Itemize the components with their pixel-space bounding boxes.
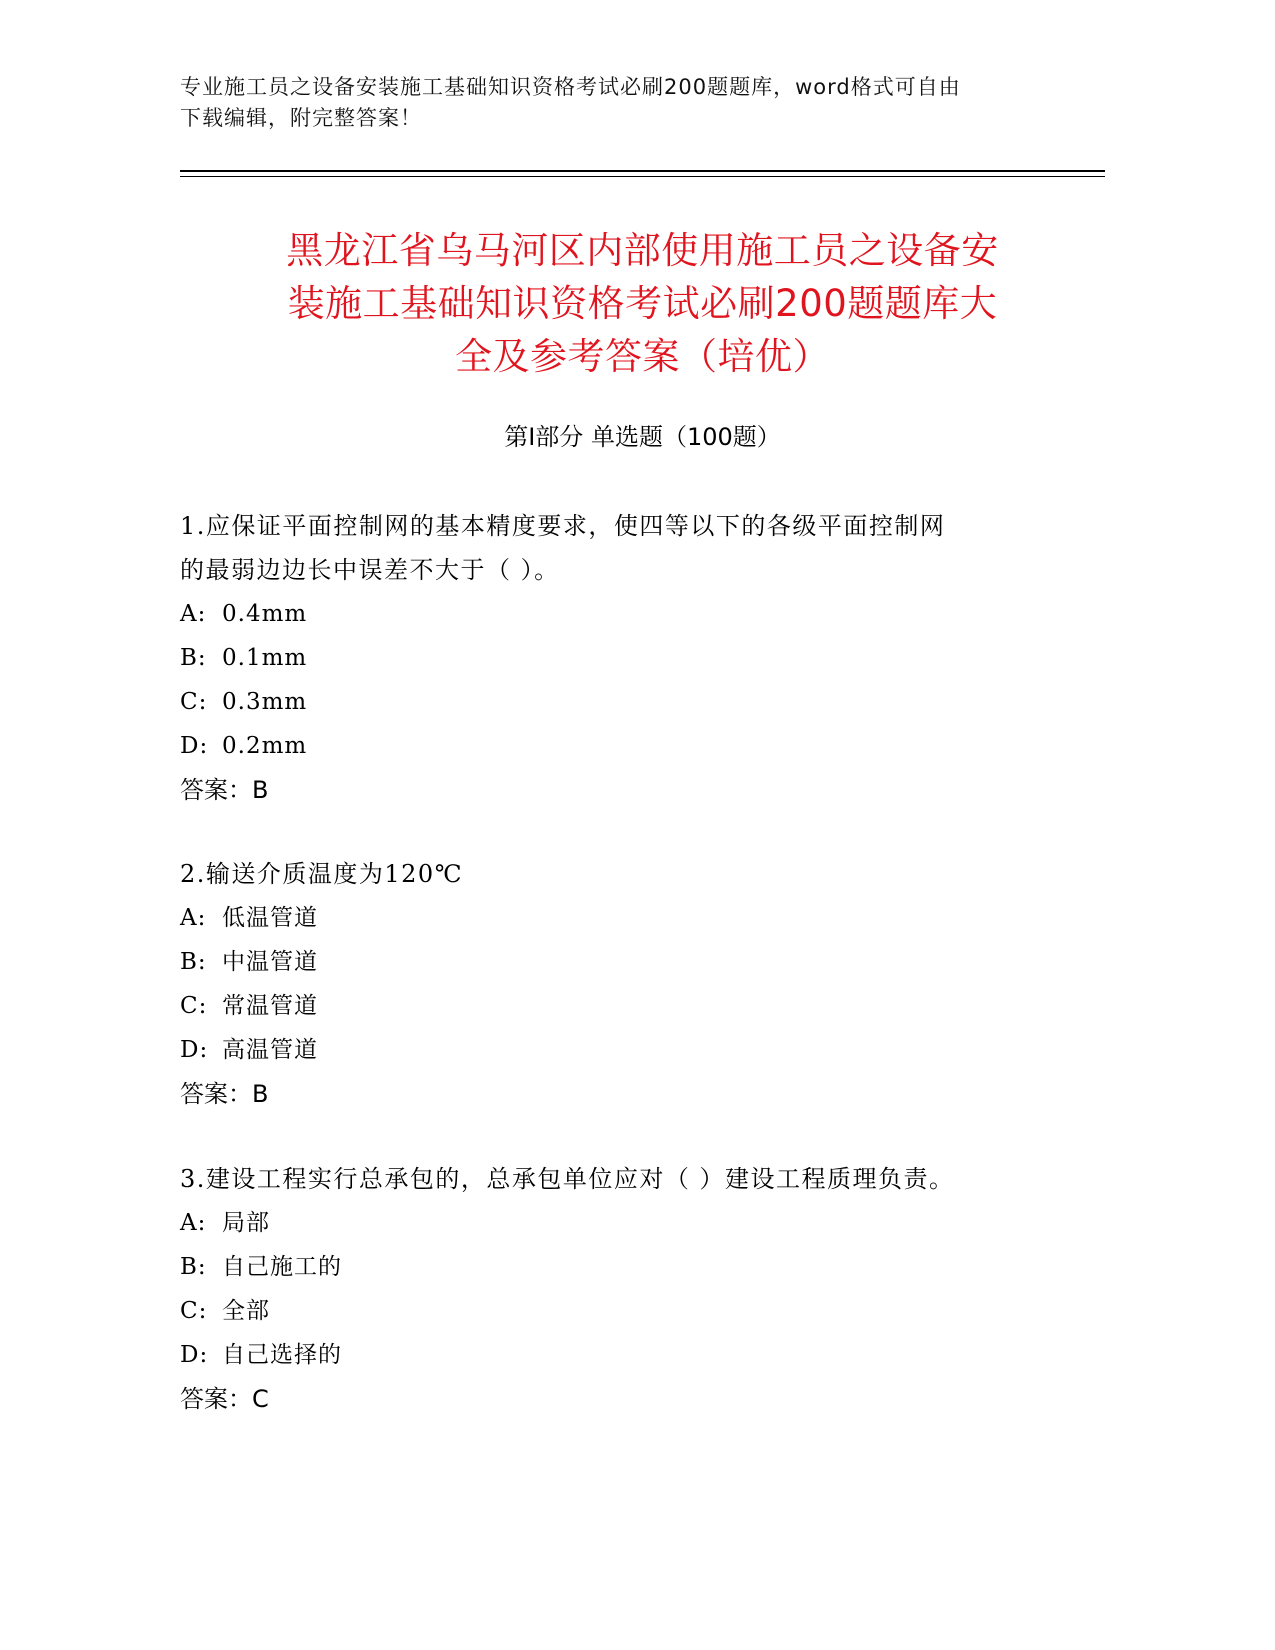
option-text: 0.2mm	[222, 733, 308, 759]
option-text: 自己选择的	[222, 1342, 342, 1368]
option-text: 局部	[222, 1210, 270, 1236]
option-d	[180, 1028, 1060, 1072]
title-line-3: 全及参考答案（培优）	[455, 335, 830, 378]
option-letter: A:	[180, 1210, 207, 1236]
option-a	[180, 592, 1060, 636]
option-b	[180, 940, 1060, 984]
title-line-1: 黑龙江省乌马河区内部使用施工员之设备安	[286, 229, 999, 272]
question-text-line-1: 3.建设工程实行总承包的，总承包单位应对（ ）建设工程质理负责。	[180, 1165, 955, 1193]
option-b	[180, 636, 1060, 680]
header-divider-thin	[180, 176, 1105, 177]
header-note-line-1: 专业施工员之设备安装施工基础知识资格考试必刷200题题库，word格式可自由	[180, 75, 961, 99]
option-letter: B:	[180, 645, 207, 671]
option-d	[180, 1333, 1060, 1377]
question-text-line-2: 的最弱边边长中误差不大于（ ）。	[180, 556, 560, 584]
document-title	[180, 224, 1105, 383]
option-c	[180, 984, 1060, 1028]
question-text-line-1: 2.输送介质温度为120℃	[180, 860, 464, 888]
header-note	[180, 72, 1080, 134]
option-c	[180, 1289, 1060, 1333]
option-letter: B:	[180, 1254, 207, 1280]
option-c	[180, 680, 1060, 724]
answer: 答案：B	[180, 776, 269, 804]
option-text: 常温管道	[222, 993, 318, 1019]
option-d	[180, 724, 1060, 768]
section-heading: 第Ⅰ部分 单选题（100题）	[504, 423, 781, 451]
option-text: 0.1mm	[222, 645, 308, 671]
title-line-2: 装施工基础知识资格考试必刷200题题库大	[287, 282, 998, 325]
option-letter: D:	[180, 1342, 209, 1368]
option-letter: A:	[180, 601, 207, 627]
answer: 答案：C	[180, 1385, 269, 1413]
option-a	[180, 1201, 1060, 1245]
option-text: 中温管道	[222, 949, 318, 975]
option-text: 低温管道	[222, 905, 318, 931]
option-text: 全部	[222, 1298, 270, 1324]
option-letter: A:	[180, 905, 207, 931]
question-text-line-1: 1.应保证平面控制网的基本精度要求，使四等以下的各级平面控制网	[180, 512, 946, 540]
option-letter: D:	[180, 1037, 209, 1063]
question-1	[180, 504, 1060, 812]
option-letter: C:	[180, 689, 208, 715]
option-letter: B:	[180, 949, 207, 975]
option-text: 自己施工的	[222, 1254, 342, 1280]
answer: 答案：B	[180, 1080, 269, 1108]
option-text: 0.3mm	[222, 689, 308, 715]
option-letter: D:	[180, 733, 209, 759]
option-text: 高温管道	[222, 1037, 318, 1063]
option-a	[180, 896, 1060, 940]
option-b	[180, 1245, 1060, 1289]
question-2	[180, 852, 1060, 1116]
header-divider-thick	[180, 170, 1105, 172]
option-letter: C:	[180, 1298, 208, 1324]
question-3	[180, 1157, 1060, 1421]
option-letter: C:	[180, 993, 208, 1019]
header-note-line-2: 下载编辑，附完整答案！	[180, 106, 422, 130]
option-text: 0.4mm	[222, 601, 308, 627]
